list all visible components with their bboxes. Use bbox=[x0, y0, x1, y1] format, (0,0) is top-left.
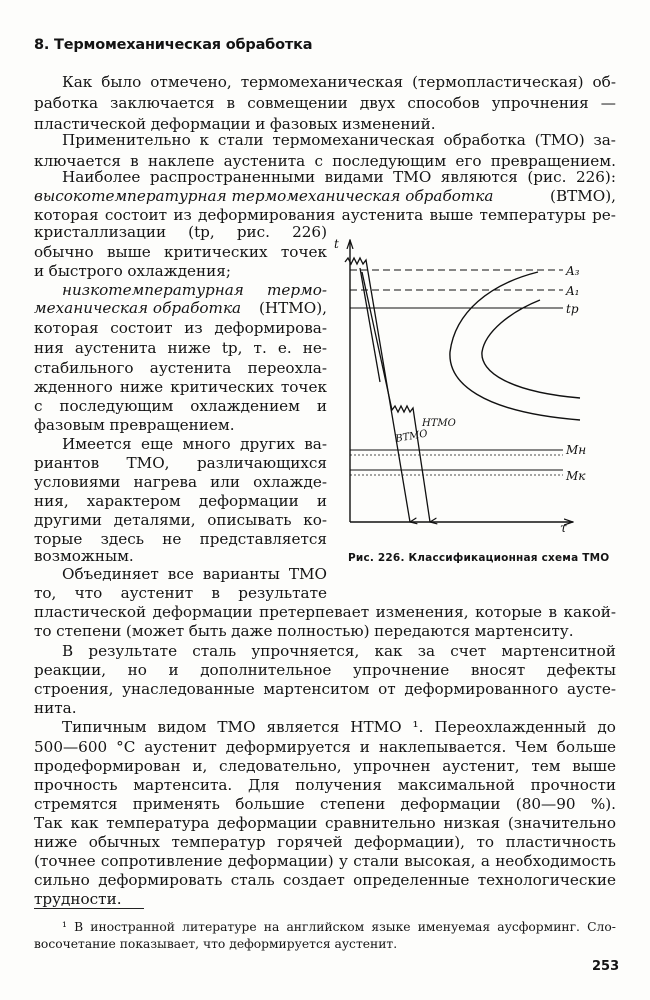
text-line: работка заключается в совмещении двух способов упрочнения — bbox=[34, 94, 616, 112]
text-line: другими деталями, описывать ко- bbox=[34, 511, 327, 529]
footnote-rule bbox=[34, 908, 144, 909]
text-line bbox=[34, 186, 616, 206]
text-line: риантов ТМО, различающихся bbox=[34, 454, 327, 472]
text-line: жденного ниже критических точек bbox=[34, 378, 327, 396]
a1-label: A₁ bbox=[566, 284, 580, 298]
footnote-line: ¹ В иностранной литературе на английском языке именуемая аусформинг. Сло- bbox=[62, 920, 616, 934]
abbr: (НТМО), bbox=[258, 299, 327, 317]
text-line: стабильного аустенита переохла- bbox=[34, 359, 327, 377]
text-line: кристаллизации (tр, рис. 226) bbox=[34, 223, 327, 241]
text-line: с последующим охлаждением и bbox=[34, 397, 327, 415]
text-line: 500—600 °С аустенит деформируется и наклепывается. Чем больше bbox=[34, 738, 616, 756]
a3-label: A₃ bbox=[566, 264, 580, 278]
figure-226-diagram bbox=[330, 232, 620, 532]
vtmo-path bbox=[345, 258, 410, 522]
text-line: прочность мартенсита. Для получения максимальной прочности bbox=[34, 776, 616, 794]
italic-term: высокотемпературная термомеханическая обработка bbox=[34, 187, 494, 205]
text-line: пластической деформации и фазовых изменений. bbox=[34, 115, 436, 133]
text-line: (точнее сопротивление деформации) у стали высокая, а необходимость bbox=[34, 852, 616, 870]
text-line: Типичным видом ТМО является НТМО ¹. Переохлажденный до bbox=[62, 718, 616, 736]
text-line: трудности. bbox=[34, 890, 122, 908]
text-line: ния, характером деформации и bbox=[34, 492, 327, 510]
text-line: ключается в наклепе аустенита с последующим его превращением. bbox=[34, 152, 616, 170]
t-axis-label: t bbox=[334, 237, 339, 251]
text-line: ния аустенита ниже tр, т. е. не- bbox=[34, 339, 327, 357]
text-line: условиями нагрева или охлажде- bbox=[34, 473, 327, 491]
mk-label: Мк bbox=[566, 469, 586, 483]
mn-label: Мн bbox=[566, 443, 587, 457]
text-line: торые здесь не представляется bbox=[34, 530, 327, 548]
footnote-line: восочетание показывает, что деформируется аустенит. bbox=[34, 937, 398, 951]
text-line: Наиболее распространенными видами ТМО являются (рис. 226): bbox=[62, 168, 616, 186]
text-line: стремятся применять большие степени деформации (80—90 %). bbox=[34, 795, 616, 813]
text-line bbox=[34, 298, 327, 318]
text-line: Объединяет все варианты ТМО bbox=[62, 565, 327, 583]
text-line: фазовым превращением. bbox=[34, 416, 235, 434]
page-number: 253 bbox=[592, 959, 620, 974]
text-line: которая состоит из деформирова- bbox=[34, 319, 327, 337]
text-line: низкотемпературная термо- bbox=[62, 281, 327, 299]
text-line: реакции, но и дополнительное упрочнение вносят дефекты bbox=[34, 661, 616, 679]
text-line: строения, унаследованные мартенситом от деформированного аусте- bbox=[34, 680, 616, 698]
ntmo-path bbox=[362, 272, 430, 522]
vtmo-label: ВТМО bbox=[394, 428, 429, 445]
ntmo-label: НТМО bbox=[422, 418, 456, 429]
text-line: нита. bbox=[34, 699, 77, 717]
text-line: продеформирован и, следовательно, упрочнен аустенит, тем выше bbox=[34, 757, 616, 775]
text-line: сильно деформировать сталь создает определенные технологические bbox=[34, 871, 616, 889]
tau-axis-label: τ bbox=[560, 521, 567, 532]
text-line: Как было отмечено, термомеханическая (термопластическая) об- bbox=[62, 73, 616, 91]
text-line: которая состоит из деформирования аустенита выше температуры ре- bbox=[34, 206, 616, 224]
text-line: Применительно к стали термомеханическая обработка (ТМО) за- bbox=[62, 131, 616, 149]
text-line: возможным. bbox=[34, 547, 134, 565]
text-line: то, что аустенит в результате bbox=[34, 584, 327, 602]
text-line: ниже обычных температур горячей деформации), то пластичность bbox=[34, 833, 616, 851]
text-line: обычно выше критических точек bbox=[34, 243, 327, 261]
text-line: то степени (может быть даже полностью) передаются мартенситу. bbox=[34, 622, 574, 640]
abbr: (ВТМО), bbox=[550, 187, 616, 205]
tp-label: tр bbox=[566, 302, 579, 316]
text-line: Так как температура деформации сравнительно низкая (значительно bbox=[34, 814, 616, 832]
section-heading: 8. Термомеханическая обработка bbox=[34, 37, 313, 53]
text-line: и быстрого охлаждения; bbox=[34, 262, 231, 280]
text-line: Имеется еще много других ва- bbox=[62, 435, 327, 453]
c-curve-outer bbox=[450, 272, 580, 420]
italic-term: механическая обработка bbox=[34, 299, 242, 317]
text-line: пластической деформации претерпевает изменения, которые в какой- bbox=[34, 603, 616, 621]
figure-caption: Рис. 226. Классификационная схема ТМО bbox=[348, 552, 610, 564]
text-line: В результате сталь упрочняется, как за счет мартенситной bbox=[62, 642, 616, 660]
